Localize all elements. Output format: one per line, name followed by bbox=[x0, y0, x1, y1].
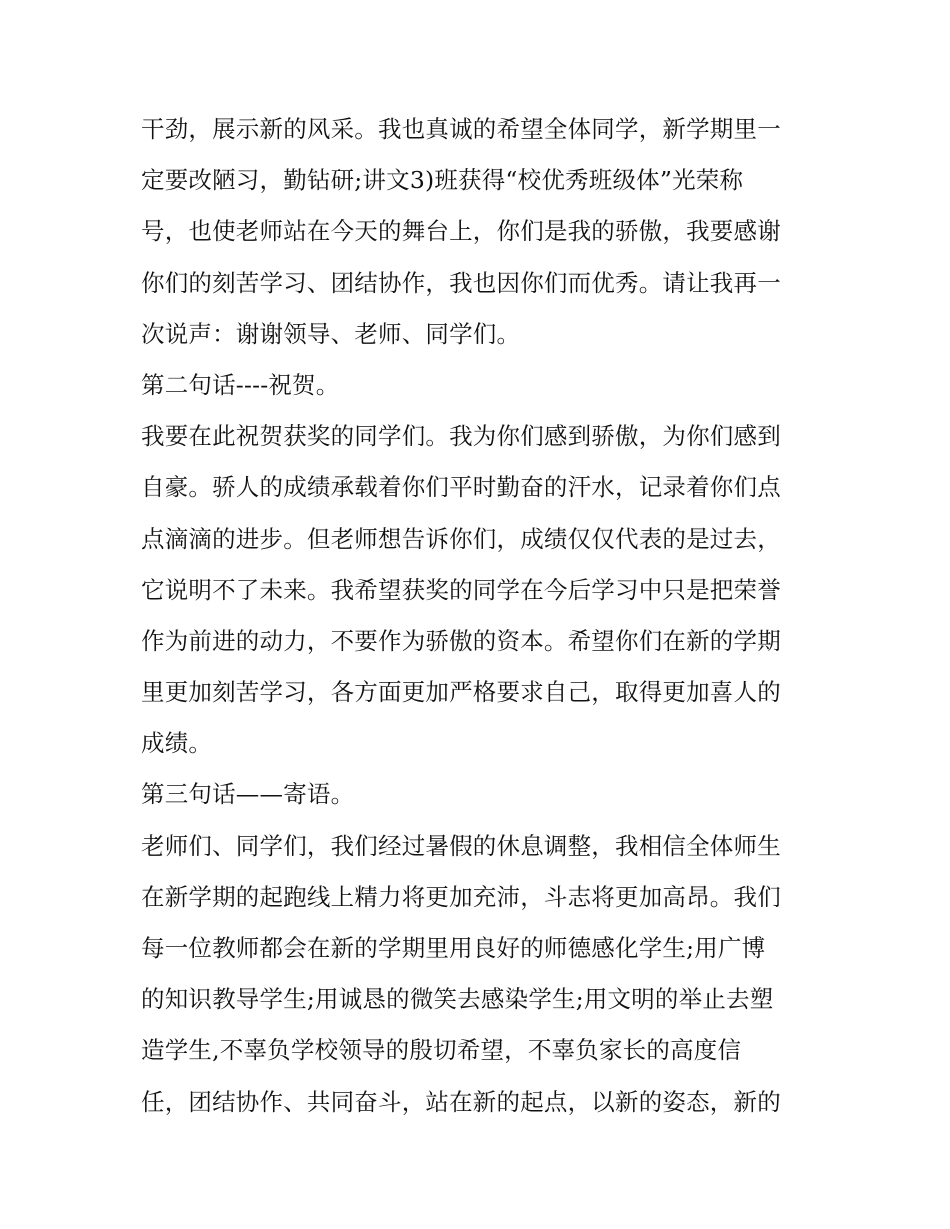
text-line: 的知识教导学生;用诚恳的微笑去感染学生;用文明的举止去塑 bbox=[141, 985, 774, 1014]
text-line: 次说声：谢谢领导、老师、同学们。 bbox=[141, 319, 521, 348]
section-heading-2: 第二句话----祝贺。 bbox=[141, 370, 340, 399]
text-line: 里更加刻苦学习，各方面更加严格要求自己，取得更加喜人的 bbox=[141, 678, 781, 707]
body-text bbox=[141, 104, 821, 1128]
text-line: 作为前进的动力，不要作为骄傲的资本。希望你们在新的学期 bbox=[141, 626, 781, 655]
text-line: 定要改陋习，勤钻研;讲文3)班获得“校优秀班级体”光荣称 bbox=[141, 166, 744, 195]
text-line: 在新学期的起跑线上精力将更加充沛，斗志将更加高昂。我们 bbox=[141, 882, 781, 911]
text-line: 它说明不了未来。我希望获奖的同学在今后学习中只是把荣誉 bbox=[141, 575, 781, 604]
text-line: 你们的刻苦学习、团结协作，我也因你们而优秀。请让我再一 bbox=[141, 268, 781, 297]
text-line: 自豪。骄人的成绩承载着你们平时勤奋的汗水，记录着你们点 bbox=[141, 473, 781, 502]
text-line: 号，也使老师站在今天的舞台上，你们是我的骄傲，我要感谢 bbox=[141, 217, 781, 246]
text-line: 老师们、同学们，我们经过暑假的休息调整，我相信全体师生 bbox=[141, 831, 781, 860]
text-line: 我要在此祝贺获奖的同学们。我为你们感到骄傲，为你们感到 bbox=[141, 422, 781, 451]
text-line: 干劲，展示新的风采。我也真诚的希望全体同学，新学期里一 bbox=[141, 115, 781, 143]
text-line: 造学生,不辜负学校领导的殷切希望，不辜负家长的高度信 bbox=[141, 1036, 742, 1065]
text-line: 点滴滴的进步。但老师想告诉你们，成绩仅仅代表的是过去， bbox=[141, 524, 781, 553]
text-line: 每一位教师都会在新的学期里用良好的师德感化学生;用广博 bbox=[141, 934, 766, 962]
text-line: 成绩。 bbox=[141, 729, 213, 758]
section-heading-3: 第三句话——寄语。 bbox=[141, 780, 355, 809]
text-line: 任，团结协作、共同奋斗，站在新的起点，以新的姿态，新的 bbox=[141, 1087, 781, 1116]
